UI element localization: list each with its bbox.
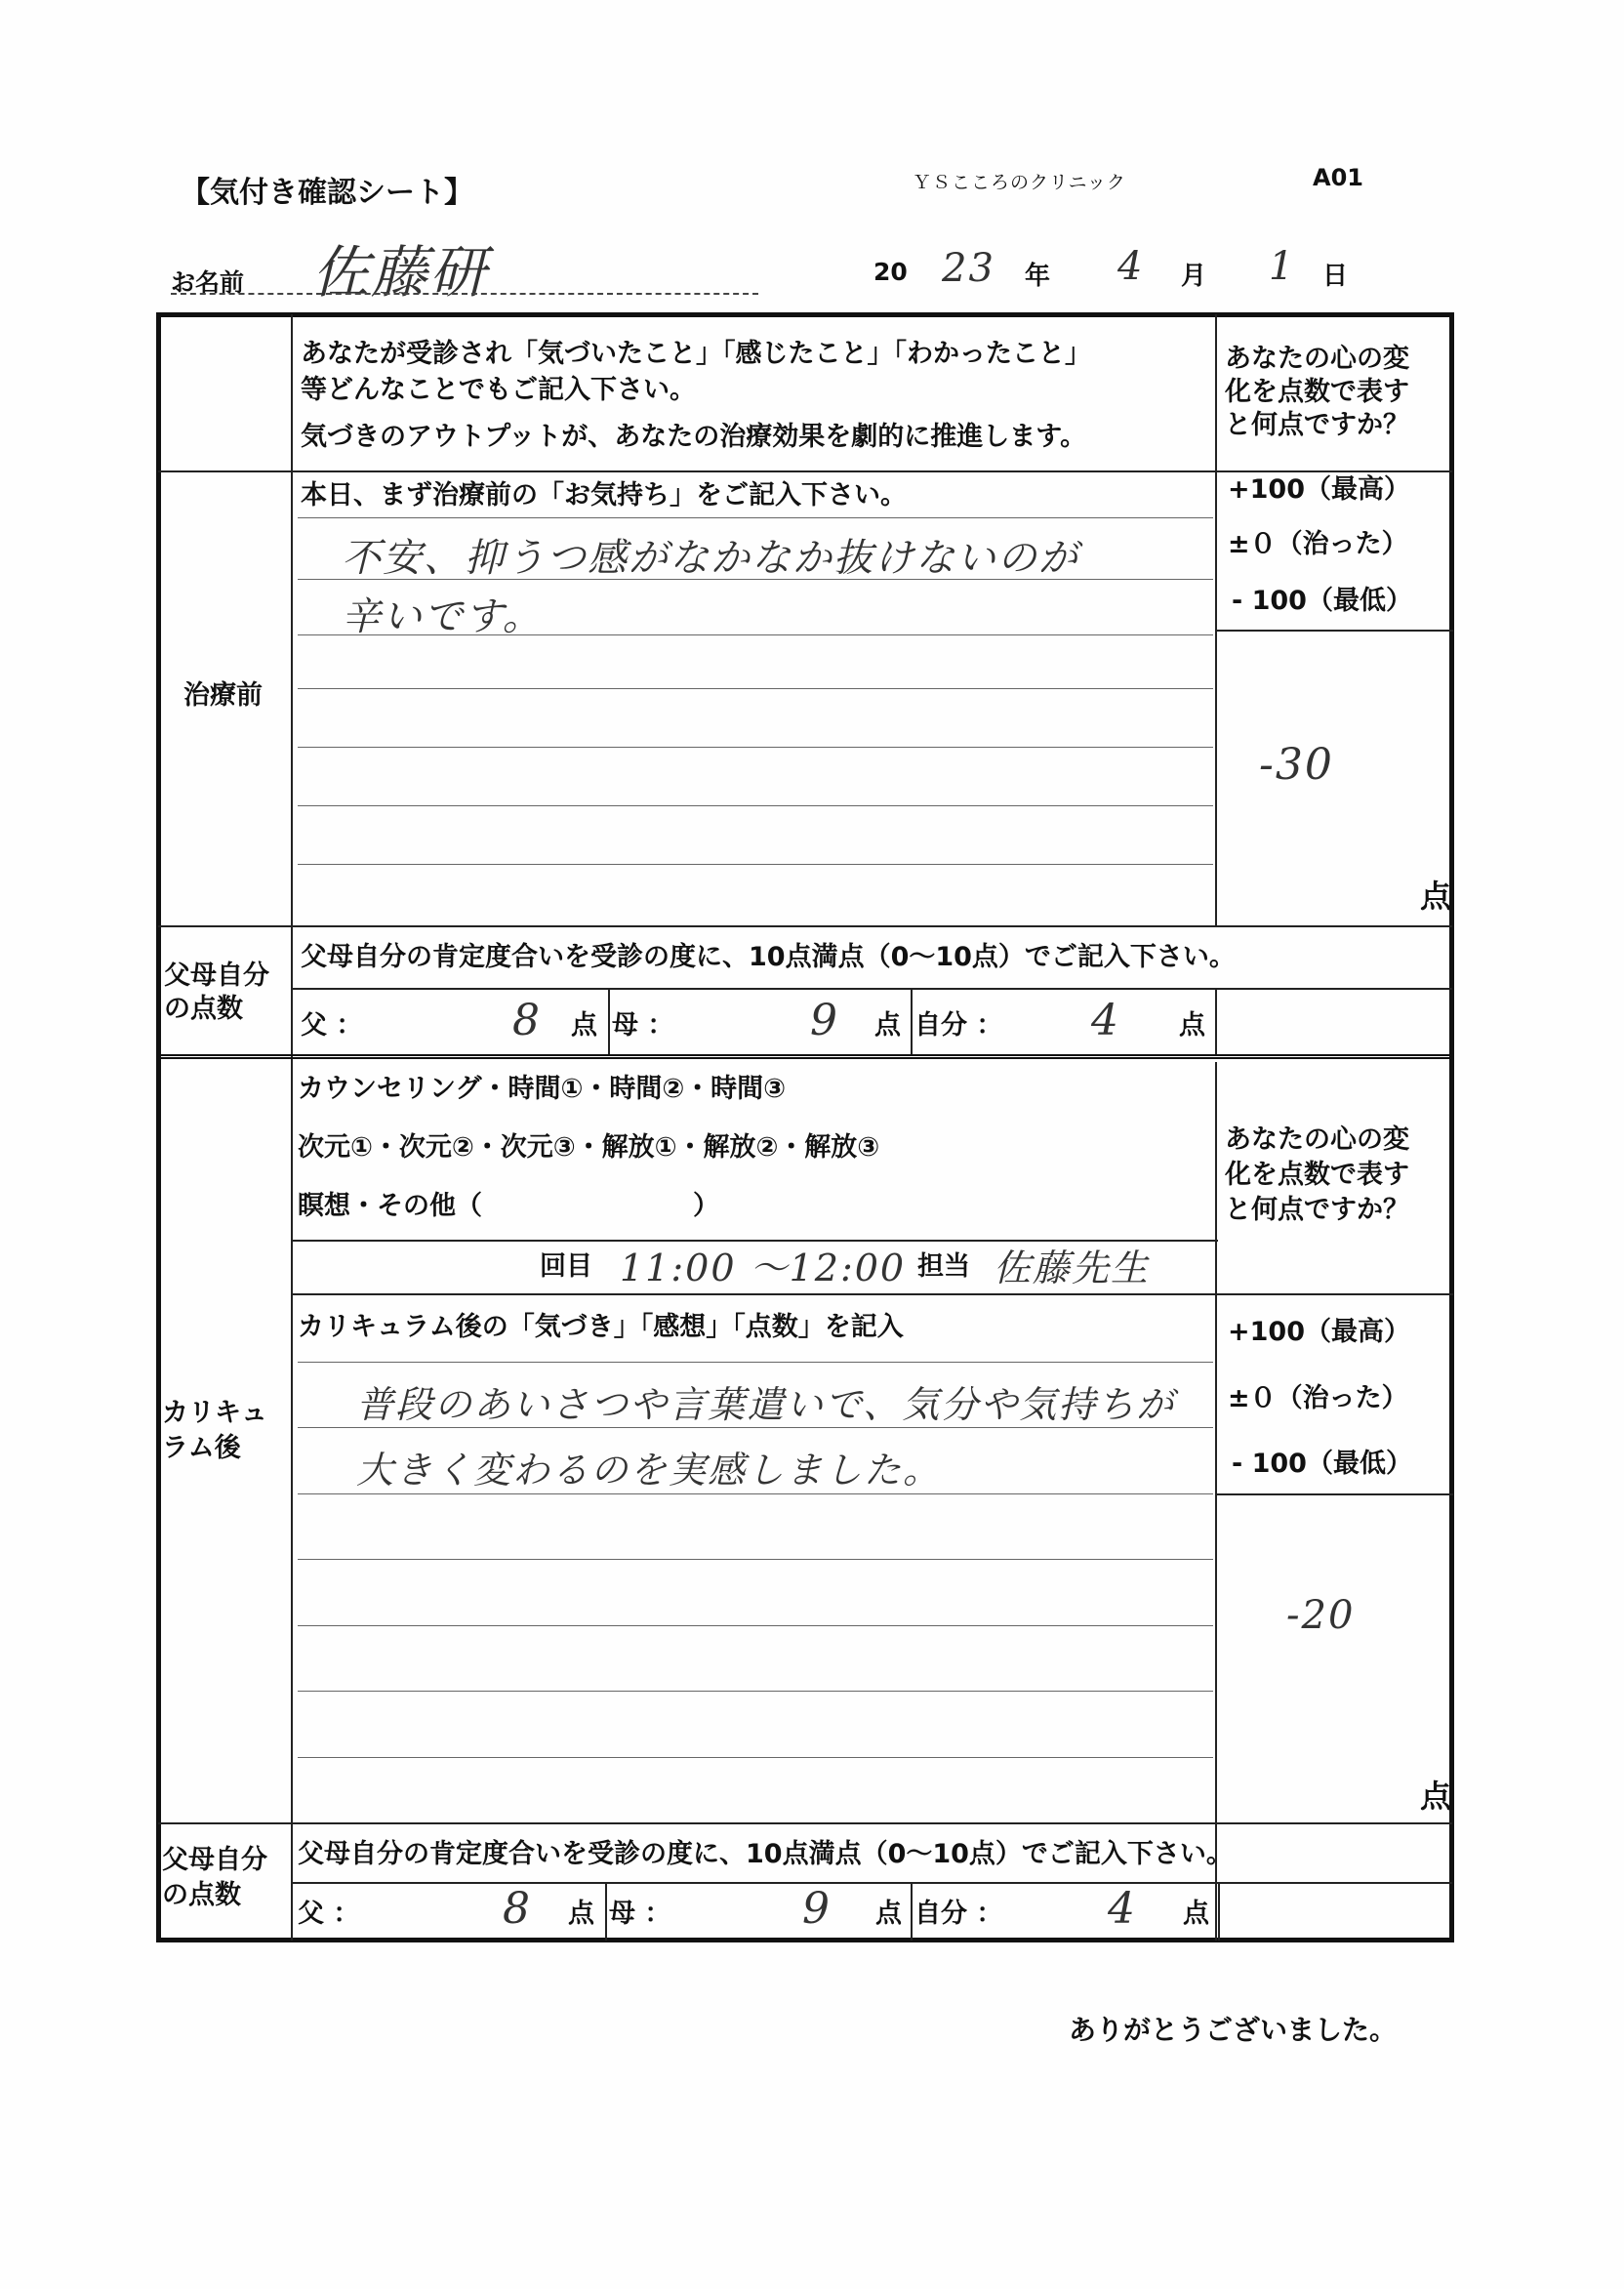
- before-score-value[interactable]: -30: [1259, 740, 1334, 790]
- before-answer-line-2[interactable]: 辛いです。: [342, 594, 544, 639]
- before-score-unit: 点: [1420, 878, 1452, 915]
- staff-label: 担当: [917, 1251, 970, 1282]
- score-question-1: あなたの心の変: [1225, 344, 1409, 374]
- curriculum-score-question-1: あなたの心の変: [1225, 1124, 1409, 1155]
- month-value[interactable]: 4: [1117, 244, 1145, 289]
- day-value[interactable]: 1: [1269, 244, 1296, 289]
- curriculum-label-2: ラム後: [162, 1433, 241, 1463]
- month-label: 月: [1181, 262, 1207, 291]
- parents1-label-1: 父母自分: [164, 961, 269, 991]
- curriculum-scale-low: - 100（最低）: [1232, 1449, 1412, 1479]
- curriculum-scale-high: +100（最高）: [1228, 1317, 1410, 1347]
- clinic-name: ＹＳこころのクリニック: [913, 172, 1126, 193]
- curriculum-scale-mid: ±０（治った）: [1228, 1383, 1408, 1413]
- intro-line-3: 気づきのアウトプットが、あなたの治療効果を劇的に推進します。: [301, 422, 1087, 452]
- curriculum-label-1: カリキュ: [162, 1398, 267, 1428]
- before-section-label: 治療前: [183, 680, 263, 711]
- intro-line-1: あなたが受診され「気づいたこと」「感じたこと」「わかったこと」: [301, 339, 1091, 369]
- parents2-label-2: の点数: [162, 1880, 241, 1910]
- score-question-2: 化を点数で表す: [1225, 377, 1409, 407]
- year-prefix: 20: [873, 258, 908, 286]
- curriculum-score-value[interactable]: -20: [1286, 1593, 1356, 1638]
- session-label: 回目: [540, 1251, 592, 1282]
- curriculum-options-2[interactable]: 次元①・次元②・次元③・解放①・解放②・解放③: [298, 1132, 880, 1163]
- session-time[interactable]: 11:00 〜12:00: [620, 1247, 907, 1289]
- parents1-father-label: 父 ：: [301, 1010, 363, 1041]
- sheet-title: 【気付き確認シート】: [181, 176, 473, 210]
- curriculum-options-1[interactable]: カウンセリング・時間①・時間②・時間③: [298, 1074, 787, 1104]
- thanks-message: ありがとうございました。: [1069, 2014, 1398, 2046]
- parents2-mother-value[interactable]: 9: [802, 1884, 832, 1934]
- parents2-father-label: 父 ：: [298, 1899, 360, 1929]
- curriculum-score-unit: 点: [1420, 1778, 1452, 1815]
- parents2-self-value[interactable]: 4: [1108, 1884, 1137, 1934]
- score-column-divider-1: [1215, 314, 1217, 926]
- parents1-father-value[interactable]: 8: [512, 996, 542, 1045]
- curriculum-options-3[interactable]: 瞑想・その他（ ）: [298, 1191, 719, 1221]
- name-value[interactable]: 佐藤研: [312, 239, 489, 306]
- parents2-self-label: 自分 ：: [914, 1899, 1003, 1929]
- parents2-father-value[interactable]: 8: [503, 1884, 532, 1934]
- parents1-father-unit: 点: [571, 1010, 597, 1041]
- year-value[interactable]: 23: [942, 246, 995, 291]
- parents1-self-value[interactable]: 4: [1091, 996, 1120, 1045]
- parents1-mother-label: 母 ：: [612, 1010, 674, 1041]
- parents1-self-label: 自分 ：: [914, 1010, 1003, 1041]
- parents2-father-unit: 点: [568, 1899, 594, 1929]
- name-label: お名前: [171, 268, 245, 297]
- parents2-mother-label: 母 ：: [609, 1899, 671, 1929]
- intro-line-2: 等どんなことでもご記入下さい。: [301, 375, 696, 405]
- section-divider: [158, 1054, 1452, 1059]
- curriculum-prompt: カリキュラム後の「気づき」「感想」「点数」を記入: [298, 1312, 904, 1342]
- before-scale-low: - 100（最低）: [1232, 586, 1412, 616]
- staff-value[interactable]: 佐藤先生: [994, 1247, 1151, 1289]
- parents1-mother-value[interactable]: 9: [810, 996, 839, 1045]
- parents2-prompt: 父母自分の肯定度合いを受診の度に、10点満点（0〜10点）でご記入下さい。: [298, 1839, 1233, 1869]
- before-scale-high: +100（最高）: [1228, 474, 1410, 505]
- curriculum-score-question-2: 化を点数で表す: [1225, 1160, 1409, 1190]
- curriculum-answer-line-1[interactable]: 普段のあいさつや言葉遣いで、気分や気持ちが: [356, 1383, 1176, 1426]
- parents1-prompt: 父母自分の肯定度合いを受診の度に、10点満点（0〜10点）でご記入下さい。: [301, 942, 1236, 972]
- name-underline: [171, 293, 758, 295]
- sheet-code: A01: [1313, 164, 1363, 191]
- before-prompt: 本日、まず治療前の「お気持ち」をご記入下さい。: [301, 480, 907, 511]
- parents2-label-1: 父母自分: [162, 1845, 267, 1875]
- parents1-mother-unit: 点: [874, 1010, 901, 1041]
- score-column-divider-2: [1215, 1062, 1217, 1941]
- parents2-mother-unit: 点: [875, 1899, 902, 1929]
- before-answer-line-1[interactable]: 不安、抑うつ感がなかなか抜けないのが: [342, 536, 1079, 581]
- label-column-divider: [291, 314, 293, 1941]
- parents1-label-2: の点数: [164, 994, 243, 1024]
- year-label: 年: [1025, 262, 1051, 291]
- parents1-self-unit: 点: [1179, 1010, 1205, 1041]
- before-scale-mid: ±０（治った）: [1228, 529, 1408, 559]
- day-label: 日: [1322, 262, 1349, 291]
- score-question-3: と何点ですか？: [1225, 410, 1409, 440]
- curriculum-score-question-3: と何点ですか？: [1225, 1195, 1409, 1225]
- parents2-self-unit: 点: [1183, 1899, 1209, 1929]
- curriculum-answer-line-2[interactable]: 大きく変わるのを実感しました。: [356, 1449, 943, 1492]
